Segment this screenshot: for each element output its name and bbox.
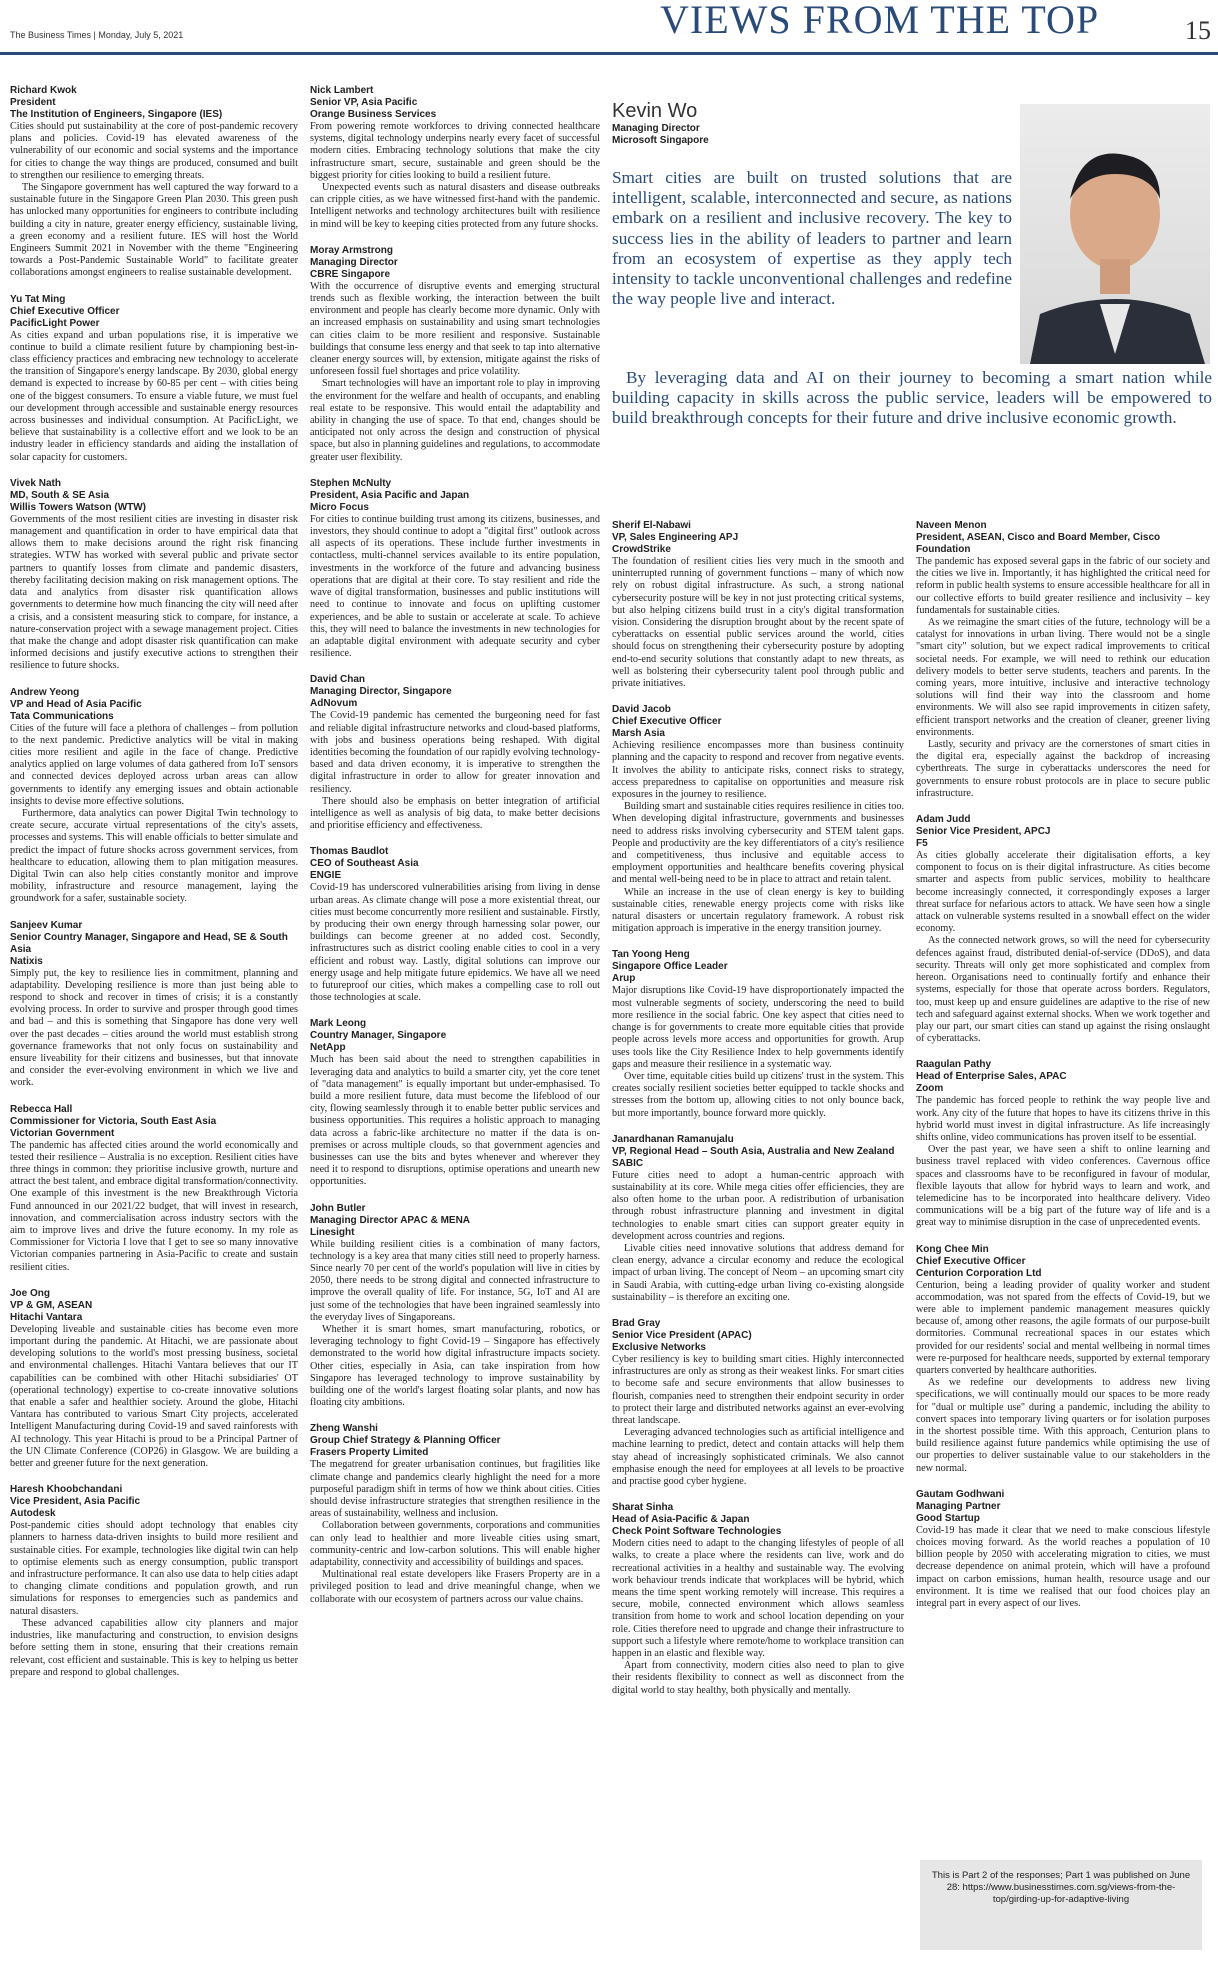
contributor-entry <box>10 478 298 673</box>
contributor-entry <box>916 814 1210 1045</box>
contributor-company: The Institution of Engineers, Singapore (IES) <box>10 109 223 120</box>
contributor-entry <box>10 920 298 1090</box>
contributor-paragraph: Multinational real estate developers like Frasers Property are in a privileged position to lead and drive meaningful change, when we collaborate with our ecosystem of partners across our value chains. <box>310 1569 600 1605</box>
contributor-company: CBRE Singapore <box>310 268 391 280</box>
contributor-role: Vice President, Asia Pacific <box>10 1496 141 1508</box>
contributor-company: Autodesk <box>10 1508 56 1520</box>
contributor-paragraph: Smart technologies will have an important role to play in improving the environment for the welfare and health of occupants, and enabling real estate to be responsive. This would entail the adaptability and ability in changing the use of space. To that end, changes should be anticipated not only across the design and construction of physical space, but also in planning guidelines and regulations, to accommodate greater user flexibility. <box>310 378 600 463</box>
contributor-role: Chief Executive Officer <box>10 305 120 317</box>
contributor-name: Sharat Sinha <box>612 1502 674 1514</box>
contributor-name: Thomas Baudlot <box>310 846 389 858</box>
contributor-paragraph: Post-pandemic cities should adopt technology that enables city planners to harness data-driven insights to build more resilient and sustainable cities. For example, technologies like digital twin can help to optimise elements such as energy consumption, public transport and infrastructure performance. It can also use data to help cities adapt to changing climate conditions and population growth, and run simulations for responses to emergencies such as pandemics and natural disasters. <box>10 1520 298 1617</box>
contributor-paragraph: As cities globally accelerate their digitalisation efforts, a key component to focus on is their digital infrastructure. As cities become smarter and aspects from public services, mobility to healthcare become increasingly connected, it correspondingly exposes a larger threat surface for nefarious actors to attack. We have seen how a single attack on vulnerable systems resulted in a snowball effect on the wider economy. <box>916 850 1210 935</box>
contributor-entry <box>310 1423 600 1605</box>
contributor-paragraph: Apart from connectivity, modern cities also need to plan to give their residents flexibility to connect as well as disconnect from the digital world to stay healthy, both physically and mentally. <box>612 1660 904 1696</box>
contributor-entry <box>916 1059 1210 1229</box>
contributor-entry <box>10 85 298 280</box>
contributor-entry <box>10 687 298 906</box>
contributor-company: AdNovum <box>310 698 358 710</box>
contributor-name: Adam Judd <box>916 814 971 826</box>
contributor-name: Sherif El-Nabawi <box>612 520 691 531</box>
contributor-company: Centurion Corporation Ltd <box>916 1267 1042 1279</box>
contributor-name: Naveen Menon <box>916 520 987 531</box>
contributor-company: CrowdStrike <box>612 544 671 555</box>
contributor-company: Arup <box>612 973 636 985</box>
contributor-role: Senior Vice President, APCJ <box>916 826 1051 838</box>
contributor-role: Commissioner for Victoria, South East Asia <box>10 1115 217 1127</box>
contributor-entry <box>612 949 904 1119</box>
contributor-entry <box>916 1244 1210 1475</box>
contributor-paragraph: As we redefine our developments to address new living specifications, we will continually mould our spaces to be more ready for "dual or multiple use" during a pandemic, including the ability to convert spaces into temporary living quarters or for isolation purposes in the shortest possible time. With this approach, Centurion plans to build resilience against future pandemics while optimising the use of our properties to deliver sustainable value to our stakeholders in the new normal. <box>916 1377 1210 1474</box>
contributor-paragraph: As cities expand and urban populations rise, it is imperative we continue to build a climate resilient future by championing best-in-class efficiency practices and embracing new technology to accelerate the transition of Singapore's energy landscape. By 2030, global energy demand is expected to increase by 60-85 per cent – with cities being one of the biggest consumers. To ensure a viable future, we must fuel our development through accessible and sustainable energy resources across businesses and individual consumption. At PacificLight, we believe that sustainability is a collective effort and we look to be an industry leader in efficiency standards and aiding the installation of solar capacity for customers. <box>10 329 298 463</box>
contributor-role: Managing Director <box>310 256 398 268</box>
header-rule <box>0 52 1218 55</box>
contributor-paragraph: Developing liveable and sustainable cities has become even more important during the pandemic. At Hitachi, we are passionate about developing solutions to the world's most pressing business, societal and environmental challenges. Hitachi Vantara believes that our IT capabilities can be combined with other Hitachi subsidiaries' OT (operational technology) expertise to co-create innovative solutions that enable a safer and healthier society. Around the globe, Hitachi Vantara has contributed to various Smart City projects, accelerated Intelligent Manufacturing during Covid-19 and saved rainforests with AI technology. This year Hitachi is proud to be a Principal Partner of the UN Climate Conference (COP26) in Glasgow. We are building a better and greener future for the next generation. <box>10 1323 298 1470</box>
contributor-name: Richard Kwok <box>10 85 77 96</box>
contributor-name: Andrew Yeong <box>10 686 80 698</box>
contributor-entry <box>310 1018 600 1188</box>
contributor-name: Nick Lambert <box>310 85 374 96</box>
contributor-role: MD, South & SE Asia <box>10 489 110 501</box>
contributor-name: Janardhanan Ramanujalu <box>612 1133 734 1145</box>
contributor-role: VP, Sales Engineering APJ <box>612 532 739 543</box>
contributor-entry <box>612 520 904 690</box>
contributor-paragraph: The foundation of resilient cities lies very much in the smooth and uninterrupted running of government functions – many of which now rely on robust digital infrastructure. As such, a strong national cybersecurity posture will be key in not just protecting critical systems, but also helping citizens build trust in a city's digital transformation vision. Considering the disruption brought about by the recent spate of cyberattacks on essential public services around the world, cities should focus on strengthening their cybersecurity posture by adopting end-to-end security solutions that constantly adapt to new threats, as well as bolstering their cybersecurity talent pool through public and private initiatives. <box>612 556 904 690</box>
footer-note: This is Part 2 of the responses; Part 1 was published on June 28: https://www.businesstimes.com.sg/views-from-the-top/girding-up-for-adaptive-living <box>920 1860 1202 1950</box>
contributor-role: Country Manager, Singapore <box>310 1030 447 1042</box>
contributor-paragraph: Covid-19 has made it clear that we need to make conscious lifestyle choices moving forward. As the world reaches a population of 10 billion people by 2050 with accelerating migration to cities, we must decrease dependence on animal protein, which will have a profound impact on carbon emissions, human health, resource usage and our environment. It is time we realised that our food choices play an integral part in every aspect of our lives. <box>916 1524 1210 1610</box>
contributor-name: Gautam Godhwani <box>916 1488 1005 1500</box>
contributor-role: Senior Country Manager, Singapore and Head, SE & South Asia <box>10 931 288 955</box>
contributor-role: Managing Director APAC & MENA <box>310 1214 471 1226</box>
contributor-role: Chief Executive Officer <box>916 1255 1026 1267</box>
contributor-role: CEO of Southeast Asia <box>310 858 419 870</box>
contributor-name: Vivek Nath <box>10 477 61 489</box>
contributor-paragraph: Lastly, security and privacy are the cornerstones of smart cities in the digital era, especially against the backdrop of increasing cyberthreats. The surge in cyberattacks underscores the need for governments to ensure robust protocols are in place to secure public infrastructure. <box>916 739 1210 799</box>
section-title: VIEWS FROM THE TOP <box>660 0 1100 42</box>
contributor-name: Sanjeev Kumar <box>10 919 83 931</box>
contributor-company: Hitachi Vantara <box>10 1311 83 1323</box>
contributor-paragraph: The pandemic has forced people to rethink the way people live and work. Any city of the future that hopes to have its citizens thrive in this hybrid world must invest in digital infrastructure. As life increasingly shifts online, video communications has proven itself to be essential. <box>916 1095 1210 1143</box>
page-number: 15 <box>1185 16 1211 45</box>
contributor-entry <box>10 1104 298 1274</box>
contributor-role: VP and Head of Asia Pacific <box>10 698 142 710</box>
contributor-paragraph: Cities should put sustainability at the core of post-pandemic recovery plans and policies. Covid-19 has elevated awareness of the vulnerability of our economic and social systems and the importance for cities to change the way things are produced, consumed and built to strengthen our resilience to emerging threats. <box>10 121 298 181</box>
contributor-role: Managing Partner <box>916 1500 1001 1512</box>
contributor-company: NetApp <box>310 1042 346 1054</box>
contributor-paragraph: Over time, equitable cities build up citizens' trust in the system. This creates socially resilient societies better equipped to tackle shocks and stresses from the bottom up, allowing cities to not only bounce back, but more importantly, bounce forward more quickly. <box>612 1070 904 1119</box>
portrait-photo <box>1020 104 1210 364</box>
contributor-entry <box>916 520 1210 800</box>
contributor-company: Orange Business Services <box>310 109 437 120</box>
contributor-entry <box>10 294 298 464</box>
contributor-role: Singapore Office Leader <box>612 961 728 973</box>
contributor-paragraph: Collaboration between governments, corporations and communities can only lead to healthier and more liveable cities using smart, community-centric and low-carbon solutions. This will enable higher adaptability, connectivity and accessibility of buildings and spaces. <box>310 1520 600 1569</box>
contributor-name: Moray Armstrong <box>310 244 393 256</box>
contributor-role: Senior Vice President (APAC) <box>612 1329 752 1341</box>
contributor-company: Micro Focus <box>310 501 369 513</box>
contributor-role: Senior VP, Asia Pacific <box>310 97 418 108</box>
contributor-company: Victorian Government <box>10 1127 115 1139</box>
contributor-name: Raagulan Pathy <box>916 1059 992 1071</box>
contributor-paragraph: Much has been said about the need to strengthen capabilities in leveraging data and analytics to build a smarter city, yet the core tenet of "data management" is equally important but under-emphasised. To build a more resilient future, data must become the lifeblood of our city, flowing seamlessly through it to enable better public services and business opportunities. This requires a holistic approach to managing data across a fabric-like architecture no matter if the data is on-premises or across multiple clouds, so that government agencies and businesses can use the bits and bytes whenever and wherever they need it to respond to disruptions, optimise operations and unearth new opportunities. <box>310 1054 600 1188</box>
contributor-paragraph: As the connected network grows, so will the need for cybersecurity defences against fraud, distributed denial-of-service (DDoS), and data security. Threats will only get more sophisticated and complex from hereon. Organisations need to continually fortify and enhance their systems, especially for those that operate across borders. Regulators, too, must keep up and ensure guidelines are adaptive to the rise of new tech and safeguard against external shocks. When we work together and play our part, our smart cities can stand up against the rising onslaught of cyberattacks. <box>916 935 1210 1045</box>
contributor-entry <box>612 1134 904 1304</box>
contributor-name: Yu Tat Ming <box>10 293 66 305</box>
contributor-company: Tata Communications <box>10 710 114 722</box>
contributor-company: SABIC <box>612 1157 644 1169</box>
contributor-name: Brad Gray <box>612 1317 661 1329</box>
contributor-entry <box>916 1489 1210 1610</box>
contributor-paragraph: The Covid-19 pandemic has cemented the burgeoning need for fast and reliable digital infrastructure networks and cloud-based platforms, with jobs and business operations being reshaped. With digital identities becoming the foundation of our rapidly evolving technology-based and data driven economy, it is imperative to strengthen the digital infrastructure in order to allow for greater innovation and resiliency. <box>310 710 600 795</box>
feature-company: Microsoft Singapore <box>612 135 709 146</box>
contributor-company: Linesight <box>310 1226 355 1238</box>
contributor-paragraph: Cities of the future will face a plethora of challenges – from pollution to the next pandemic. Predictive analytics will be vital in making cities more resilient and agile in the face of change. Predictive analytics applied on large volumes of data gathered from IoT sensors and connected devices deployed across urban areas can allow governments to identify any emerging issues and obtain actionable insights to devise more effective solutions. <box>10 722 298 807</box>
contributor-paragraph: Covid-19 has underscored vulnerabilities arising from living in dense urban areas. As climate change will pose a more existential threat, our cities must become concurrently more resilient and sustainable. Firstly, by producing their own energy through harnessing solar power, our buildings can become greener at no added cost. Secondly, infrastructures such as district cooling enable cities to cool in a very efficient and robust way. Lastly, digital solutions can improve our energy usage and help mitigate future epidemics. We have all we need to futureproof our cities, which makes a compelling case to roll out those technologies at scale. <box>310 882 600 1004</box>
contributor-name: Haresh Khoobchandani <box>10 1484 123 1496</box>
contributor-paragraph: As we reimagine the smart cities of the future, technology will be a catalyst for innovations in urban living. There would not be a single "smart city" solution, but we expect radical improvements to critical societal needs. For example, we will need to rethink our education delivery models to better serve students, teachers and parents. In the coming years, more intuitive, inclusive and interactive technology solutions will find their way into the classroom and home environments. We will also see rapid improvements in citizen safety, efficient transport networks and the creation of cleaner, greener living environments. <box>916 617 1210 738</box>
contributor-paragraph: Over the past year, we have seen a shift to online learning and business travel replaced with video conferences. Cavernous office spaces and classrooms have to be reconfigured in favour of modular, flexible layouts that allow for hybrid ways to learn and work, and telemedicine has to be incorporated into healthcare delivery. Video communications will be a big part of the future way of life and is a great way to minimise disruption in the case of unprecedented events. <box>916 1144 1210 1229</box>
contributor-paragraph: For cities to continue building trust among its citizens, businesses, and investors, they should continue to adopt a "digital first" outlook across all aspects of its operations. These include further investments in contactless, multi-channel services available to its entire population, investments in the workforce of the future and advancing business operations that are digital at their core. To stay resilient and ride the wave of digital transformation, businesses and public institutions will need to continue to innovate and focus on uplifting customer experiences, and be able to sustain or accelerate at scale. To achieve this, they will need to balance the investments in new technologies for an adaptable digital environment with adequate security and cyber resilience. <box>310 513 600 660</box>
contributor-name: John Butler <box>310 1202 366 1214</box>
contributor-name: Kong Chee Min <box>916 1243 989 1255</box>
contributor-company: Zoom <box>916 1083 944 1095</box>
contributor-entry <box>310 478 600 660</box>
contributor-company: Good Startup <box>916 1512 980 1524</box>
contributor-paragraph: Achieving resilience encompasses more than business continuity planning and the capacity to respond and recover from negative events. It involves the ability to anticipate risks, connect risks to strategy, access preparedness to capitalise on opportunities and measure risk exposures in the journey to resilience. <box>612 740 904 801</box>
contributor-entry <box>612 704 904 935</box>
contributor-company: PacificLight Power <box>10 317 100 329</box>
contributor-entry <box>612 1318 904 1488</box>
contributor-paragraph: Building smart and sustainable cities requires resilience in cities too. When developing digital infrastructure, governments and businesses need to address risks involving cybersecurity and STEM talent gaps. People and productivity are the key differentiators of a city's resilience and competitiveness, thus inclusive and equitable access to employment opportunities and healthcare benefits covering physical and mental well-being need to be in place to attract and retain talent. <box>612 801 904 886</box>
contributor-name: Stephen McNulty <box>310 477 392 489</box>
contributor-name: Joe Ong <box>10 1287 51 1299</box>
contributor-paragraph: Cyber resiliency is key to building smart cities. Highly interconnected infrastructures are only as strong as their weakest links. For smart cities to become safe and secure environments that allow businesses to flourish, companies need to strengthen their endpoint security in order to protect their large and distributed networks against an ever-evolving threat landscape. <box>612 1353 904 1426</box>
contributor-name: David Jacob <box>612 704 671 716</box>
contributor-name: Rebecca Hall <box>10 1103 73 1115</box>
contributor-paragraph: There should also be emphasis on better integration of artificial intelligence as well as analysis of big data, to make better decisions and prioritise efficiency and effectiveness. <box>310 795 600 832</box>
contributor-entry <box>10 1484 298 1679</box>
contributor-role: President, ASEAN, Cisco and Board Member, Cisco Foundation <box>916 532 1161 555</box>
contributor-entry <box>310 245 600 464</box>
contributor-paragraph: Whether it is smart homes, smart manufacturing, robotics, or leveraging technology to fight Covid-19 – Singapore has effectively demonstrated to the world how digital infrastructure impacts society. Other cities, especially in Asia, can take inspiration from how Singapore has leveraged technology to improve sustainability by building one of the world's largest floating solar plants, and now has floating city ambitions. <box>310 1324 600 1409</box>
contributor-name: Zheng Wanshi <box>310 1423 378 1435</box>
contributor-paragraph: With the occurrence of disruptive events and emerging structural trends such as flexible working, the interaction between the built environment and people has clearly become more dynamic. Only with an increased emphasis on sustainability and using smart technologies can cities claim to be more resilient and responsive. Sustainable buildings that consume less energy and that seek to tap into alternative cleaner energy sources will, by extension, mitigate against the risks of unforeseen fossil fuel shortages and price volatility. <box>310 280 600 378</box>
contributor-paragraph: The megatrend for greater urbanisation continues, but fragilities like climate change and pandemics clearly highlight the need for a more purposeful paradigm shift in terms of how we think about cities. Cities should devise infrastructure strategies that strengthen resilience in the areas of sustainability, wellness and inclusion. <box>310 1459 600 1520</box>
contributor-entry <box>310 674 600 832</box>
contributor-company: ENGIE <box>310 870 342 882</box>
contributor-company: Frasers Property Limited <box>310 1447 429 1459</box>
contributor-paragraph: Simply put, the key to resilience lies in commitment, planning and adaptability. Developing resilience is more than just being able to respond to shock and recover in times of crisis; it is a constantly evolving process. In order to survive and prosper through good times and bad – and this is something that Singapore has done very well over the past decades – cities around the world must establish strong governance frameworks that not only focus on sustainability and ensure liveability for their citizens and businesses, but that innovate and consider the ever-evolving environment in which we live and work. <box>10 967 298 1089</box>
contributor-company: Marsh Asia <box>612 728 665 740</box>
contributor-paragraph: Modern cities need to adapt to the changing lifestyles of people of all walks, to create a place where the residents can live, work and do recreational activities in a healthy and sustainable way. The evolving work behaviour trends indicate that workplaces will be hybrid, which means the time spent working remotely will increase. This requires a secure, mobile, connected environment which allows seamless transition from home to work and school location depending on your role. Cities therefore need to upgrade and change their infrastructure to support such a lifestyle where remote/home to workplace transition can happen in an elastic and flexible way. <box>612 1538 904 1660</box>
feature-quote: Smart cities are built on trusted solutions that are intelligent, scalable, interconnected and secure, as nations embark on a resilient and inclusive recovery. The key to success lies in the ability of leaders to partner and learn from an ecosystem of expertise as they apply tech intensity to tackle unconventional challenges and redefine the way people live and interact. <box>612 168 1012 309</box>
contributor-paragraph: The pandemic has affected cities around the world economically and tested their resilience – Australia is no exception. Resilient cities have three things in common: they prioritise inclusive growth, nurture and attract the best talent, and embrace digital transformation/connectivity. One example of this investment is the new Breakthrough Victoria Fund announced in our 2021/22 budget, that will invest in research, innovation, and commercialisation across industry sectors with the aim to improve lives and drive the future economy. In my role as Commissioner for Victoria I love that I get to see so many innovative Victorian companies partnering in Asia-Pacific to create and sustain resilient cities. <box>10 1139 298 1273</box>
contributor-paragraph: Major disruptions like Covid-19 have disproportionately impacted the most vulnerable segments of society, underscoring the need to build more resilience in the social fabric. One key aspect that cities need to change is for governments to create more equitable cities that provide people across levels more access and opportunities for growth. Arup uses tools like the City Resilience Index to help governments identify gaps and measure their resilience in a systematic way. <box>612 985 904 1070</box>
contributor-role: VP & GM, ASEAN <box>10 1299 93 1311</box>
contributor-paragraph: The pandemic has exposed several gaps in the fabric of our society and the cities we live in. Importantly, it has highlighted the critical need for reform in public health systems to ensure accessible healthcare for all in our collective efforts to build greater resilience and inclusivity – key fundamentals for sustainable cities. <box>916 556 1210 616</box>
contributor-role: Managing Director, Singapore <box>310 686 452 698</box>
contributor-role: Chief Executive Officer <box>612 716 722 728</box>
contributor-paragraph: Furthermore, data analytics can power Digital Twin technology to create secure, accurate virtual representations of the city's assets, processes and systems. This will enable officials to better simulate and predict the impact of future shocks across government services, from healthcare to education, allowing them to plan mitigation measures. Digital Twin can also help cities constantly monitor and improve mobility, infrastructure and resource management, laying the groundwork for a safer, sustainable society. <box>10 807 298 905</box>
contributor-role: Head of Asia-Pacific & Japan <box>612 1514 750 1526</box>
contributor-role: President, Asia Pacific and Japan <box>310 489 470 501</box>
contributor-name: Mark Leong <box>310 1018 367 1030</box>
contributor-role: Head of Enterprise Sales, APAC <box>916 1071 1067 1083</box>
contributor-entry <box>310 1203 600 1410</box>
contributor-name: Tan Yoong Heng <box>612 949 690 961</box>
contributor-paragraph: These advanced capabilities allow city planners and major industries, like manufacturing and construction, to envision designs before setting them in stone, ensuring that their creations remain relevant, cost efficient and sustainable. This is key to helping us better prepare and respond to global challenges. <box>10 1617 298 1678</box>
column-3 <box>612 520 904 1965</box>
contributor-company: Natixis <box>10 955 43 967</box>
contributor-company: Check Point Software Technologies <box>612 1526 782 1538</box>
contributor-name: David Chan <box>310 674 366 686</box>
feature-name: Kevin Wo <box>612 100 698 122</box>
contributor-paragraph: The Singapore government has well captured the way forward to a sustainable future in the Singapore Green Plan 2030. This green push has unlocked many opportunities for engineers to contribute including building a city in nature, greater energy efficiency, sustainable living, a green economy and a resilient future. IES will host the World Engineers Summit 2021 in November with the theme "Engineering towards a Post-Pandemic Sustainable World" to facilitate greater collaborations amongst engineers to realise sustainable development. <box>10 182 298 279</box>
column-1 <box>10 85 298 1965</box>
contributor-paragraph: Centurion, being a leading provider of quality worker and student accommodation, was not spared from the effects of Covid-19, but we were able to implement pandemic management measures quickly because of, among other reasons, the agile formats of our purpose-built dormitories. Communal recreational spaces in our estates which provided for our residents' social and mental wellbeing in normal times were re-purposed for healthcare needs, supported by external temporary quarters converted by healthcare authorities. <box>916 1279 1210 1376</box>
contributor-company: Willis Towers Watson (WTW) <box>10 501 147 513</box>
contributor-entry <box>612 1502 904 1697</box>
contributor-company: Exclusive Networks <box>612 1341 706 1353</box>
contributor-paragraph: Governments of the most resilient cities are investing in disaster risk management and quantification in order to have empirical data that allows them to make decisions around the right risk financing strategies. WTW has worked with several public and private sector partners to quantify losses from climate and pandemic disasters, thereby facilitating decision making on risk management options. The data and analytics from disaster risk quantification allows governments to determine how much financing the city will need after a crisis, and a consistent measuring stick to compare, for instance, a nature-conservation project with a sewage management project. Cities that make the change and adopt disaster risk quantification can make informed decisions and justify executive actions to strengthen their resilience to future shocks. <box>10 513 298 672</box>
contributor-entry <box>310 846 600 1004</box>
contributor-role: President <box>10 97 56 108</box>
contributor-paragraph: From powering remote workforces to driving connected healthcare systems, digital technology underpins nearly every facet of successful modern cities. Embracing technology solutions that make the city infrastructure smart, secure, sustainable and green should be the biggest priority for cities looking to build a resilient future. <box>310 121 600 181</box>
contributor-role: VP, Regional Head – South Asia, Australia and New Zealand <box>612 1145 895 1157</box>
contributor-entry <box>10 1288 298 1470</box>
masthead: The Business Times | Monday, July 5, 2021 <box>10 30 184 40</box>
column-2 <box>310 85 600 1965</box>
contributor-paragraph: While an increase in the use of clean energy is key to building sustainable cities, renewable energy projects come with risks like natural disasters or uncertain regulatory framework. A robust risk mitigation approach is imperative in the energy transition journey. <box>612 886 904 935</box>
contributor-paragraph: Livable cities need innovative solutions that address demand for clean energy, advance a circular economy and reduce the ecological impact of urban living. The concept of Neom – an upcoming smart city in Saudi Arabia, with cutting-edge urban living co-existing alongside sustainability – is therefore an exciting one. <box>612 1242 904 1303</box>
contributor-paragraph: Leveraging advanced technologies such as artificial intelligence and machine learning to predict, detect and contain attacks will help them stay ahead of increasingly sophisticated criminals. We also cannot emphasise enough the need for employees at all levels to be proactive and practise good cyber hygiene. <box>612 1427 904 1487</box>
contributor-role: Group Chief Strategy & Planning Officer <box>310 1435 501 1447</box>
contributor-paragraph: Future cities need to adopt a human-centric approach with sustainability at its core. While mega cities offer efficiencies, they are also often home to the urban poor. A redistribution of urbanisation through robust infrastructure planning and investment in digital technologies to enable smart cities can support greater equity in development across countries and regions. <box>612 1169 904 1242</box>
contributor-paragraph: While building resilient cities is a combination of many factors, technology is a key area that many cities still need to properly harness. Since nearly 70 per cent of the world's population will live in cities by 2050, there needs to be strong digital and connected infrastructure to improve the overall quality of life. For instance, 5G, IoT and AI are just some of the technologies that have been ingrained seamlessly into the everyday lives of Singaporeans. <box>310 1238 600 1323</box>
contributor-company: F5 <box>916 838 928 850</box>
contributor-entry <box>310 85 600 231</box>
feature-quote-continued: By leveraging data and AI on their journey to becoming a smart nation while building capacity in skills across the public service, leaders will be empowered to build breakthrough concepts for their future and drive inclusive economic growth. <box>612 368 1212 428</box>
contributor-paragraph: Unexpected events such as natural disasters and disease outbreaks can cripple cities, as we have witnessed first-hand with the pandemic. Intelligent networks and technology architectures built with resilience in mind will be key to keeping cities protected from any future shocks. <box>310 182 600 230</box>
feature-role: Managing Director <box>612 123 700 134</box>
column-4 <box>916 520 1210 1850</box>
